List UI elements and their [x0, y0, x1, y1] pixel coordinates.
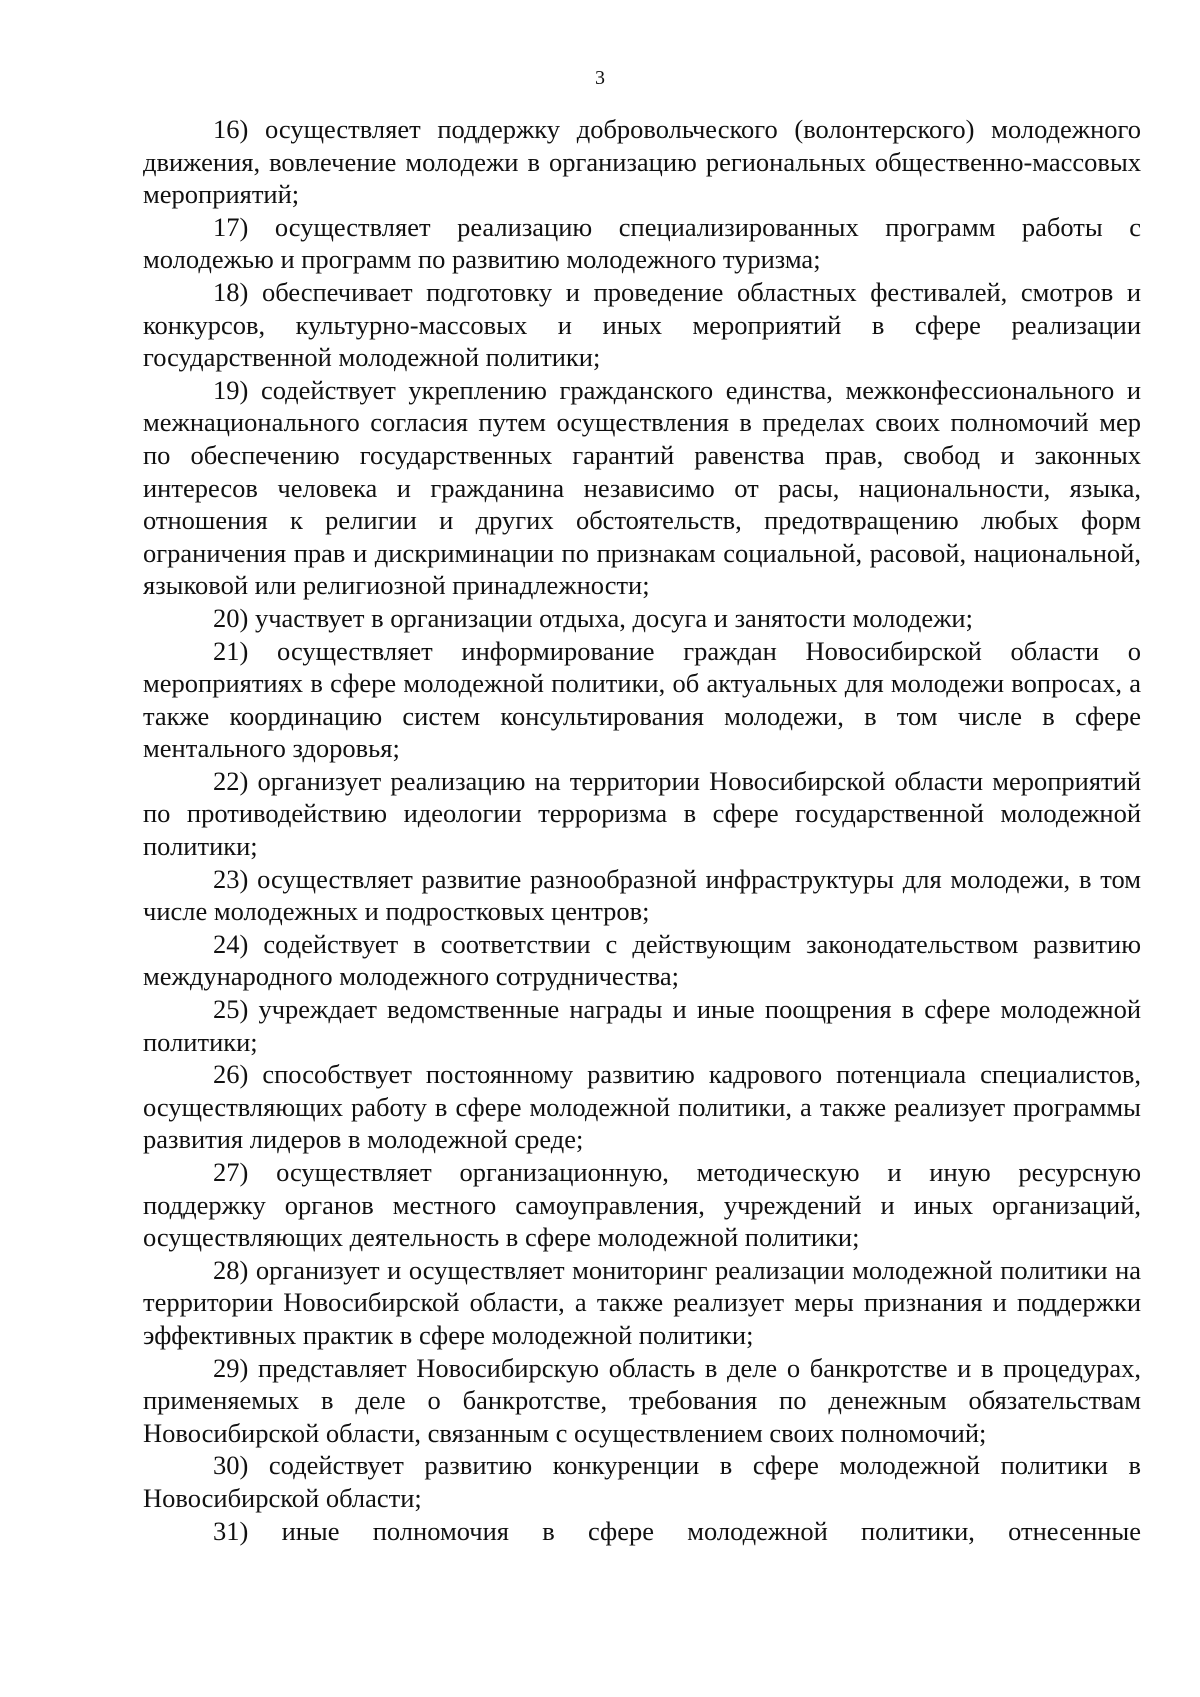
list-item-21: [143, 635, 1141, 765]
item-text: осуществляет информирование граждан Новосибирской области о мероприятиях в сфере молодежной политики, об актуальных для молодежи вопросах, а также координацию систем консультирования молодежи, в том числе в сфере ментального здоровья;: [143, 635, 1141, 764]
list-item-17: [143, 211, 1141, 276]
list-item-30: [143, 1449, 1141, 1514]
item-text: участвует в организации отдыха, досуга и занятости молодежи;: [254, 602, 973, 633]
item-text: осуществляет развитие разнообразной инфраструктуры для молодежи, в том числе молодежных и подростковых центров;: [143, 863, 1141, 927]
list-item-24: [143, 928, 1141, 993]
item-text: содействует в соответствии с действующим законодательством развитию международного молодежного сотрудничества;: [143, 928, 1141, 992]
item-number: 17): [213, 211, 249, 242]
list-item-16: [143, 113, 1141, 211]
list-item-20: [143, 602, 1141, 635]
item-number: 18): [213, 276, 249, 307]
list-item-27: [143, 1156, 1141, 1254]
item-number: 16): [213, 114, 249, 144]
item-number: 28): [213, 1254, 249, 1285]
page-number: 3: [595, 67, 605, 89]
item-number: 26): [213, 1059, 249, 1090]
item-number: 23): [213, 863, 249, 894]
item-text: учреждает ведомственные награды и иные поощрения в сфере молодежной политики;: [143, 994, 1141, 1057]
item-number: 22): [213, 765, 249, 796]
document-body: [143, 113, 1141, 1547]
list-item-31: [143, 1515, 1141, 1548]
item-number: 25): [213, 994, 249, 1025]
item-number: 24): [213, 928, 249, 959]
list-item-18: [143, 276, 1141, 374]
item-number: 27): [213, 1157, 249, 1187]
item-number: 20): [213, 602, 249, 633]
list-item-26: [143, 1058, 1141, 1156]
item-text: способствует постоянному развитию кадрового потенциала специалистов, осуществляющих работу в сфере молодежной политики, а также реализует программы развития лидеров в молодежной среде;: [143, 1059, 1141, 1155]
item-text: содействует развитию конкуренции в сфере молодежной политики в Новосибирской области;: [143, 1450, 1141, 1513]
list-item-29: [143, 1352, 1141, 1450]
item-number: 29): [213, 1352, 249, 1383]
item-number: 31): [213, 1515, 249, 1546]
item-number: 19): [213, 374, 249, 405]
item-text: обеспечивает подготовку и проведение областных фестивалей, смотров и конкурсов, культурно-массовых и иных мероприятий в сфере реализации государственной молодежной политики;: [143, 276, 1142, 373]
list-item-19: [143, 374, 1141, 602]
item-text: содействует укреплению гражданского единства, межконфессионального и межнационального согласия путем осуществления в пределах своих полномочий мер по обеспечению государственных гарантий равенства прав, свобод и законных интересов человека и гражданина независимо от расы, национальности, языка, отношения к религии и других обстоятельств, предотвращению любых форм ограничения прав и дискриминации по признакам социальной, расовой, национальной, языковой или религиозной принадлежности;: [143, 374, 1141, 601]
item-text: организует и осуществляет мониторинг реализации молодежной политики на территории Новосибирской области, а также реализует меры признания и поддержки эффективных практик в сфере молодежной политики;: [143, 1254, 1142, 1350]
item-text: осуществляет поддержку добровольческого (волонтерского) молодежного движения, вовлечение молодежи в организацию региональных общественно-массовых мероприятий;: [143, 114, 1141, 210]
list-item-23: [143, 863, 1141, 928]
item-text: иные полномочия в сфере молодежной политики, отнесенные: [281, 1515, 1141, 1546]
item-number: 30): [213, 1450, 249, 1481]
item-number: 21): [213, 635, 249, 666]
list-item-28: [143, 1254, 1141, 1352]
item-text: представляет Новосибирскую область в деле о банкротстве и в процедурах, применяемых в деле о банкротстве, требования по денежным обязательствам Новосибирской области, связанным с осуществлением своих полномочий;: [143, 1352, 1142, 1448]
item-text: организует реализацию на территории Новосибирской области мероприятий по противодействию идеологии терроризма в сфере государственной молодежной политики;: [143, 765, 1141, 862]
item-text: осуществляет организационную, методическую и иную ресурсную поддержку органов местного самоуправления, учреждений и иных организаций, осуществляющих деятельность в сфере молодежной политики;: [143, 1157, 1141, 1253]
list-item-22: [143, 765, 1141, 863]
item-text: осуществляет реализацию специализированных программ работы с молодежью и программ по развитию молодежного туризма;: [143, 211, 1141, 275]
list-item-25: [143, 993, 1141, 1058]
